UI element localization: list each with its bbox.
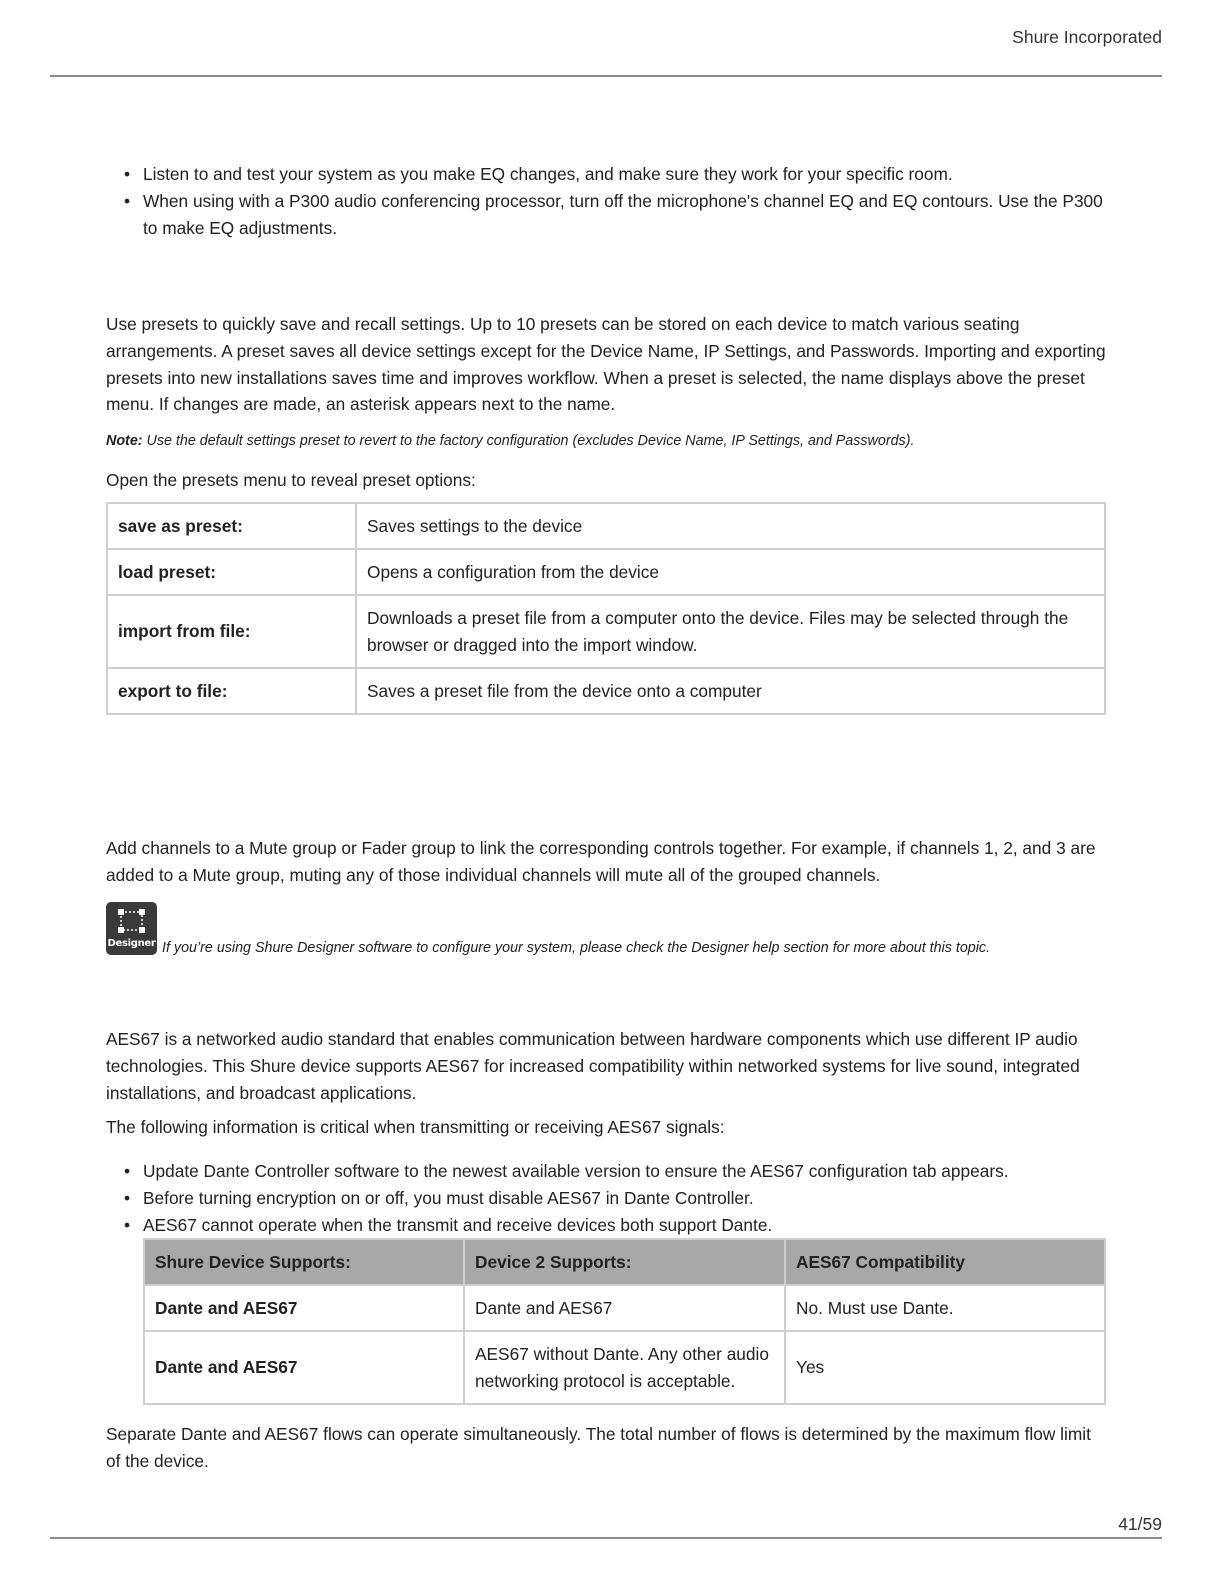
table-header-row [144,1239,1105,1285]
column-header: Shure Device Supports: [144,1239,464,1285]
table-cell: No. Must use Dante. [785,1285,1105,1331]
presets-menu-intro: Open the presets menu to reveal preset options: [106,470,476,490]
table-row [107,549,1105,595]
list-item: • Listen to and test your system as you make EQ changes, and make sure they work for your specific room. [106,161,1106,188]
column-header: Device 2 Supports: [464,1239,785,1285]
header-company: Shure Incorporated [1012,27,1162,47]
list-item: • AES67 cannot operate when the transmit and receive devices both support Dante. [106,1212,1106,1239]
aes67-flows-note: Separate Dante and AES67 flows can operate simultaneously. The total number of flows is determined by the maximum flow limit of the device. [106,1424,1091,1471]
aes67-compatibility-table [143,1238,1106,1405]
preset-options-table [106,502,1106,715]
page-number: 41/59 [1118,1514,1162,1534]
designer-note: If you’re using Shure Designer software to configure your system, please check the Designer help section for more about this topic. [162,940,991,956]
option-desc: Downloads a preset file from a computer onto the device. Files may be selected through the browser or dragged into the import window. [356,595,1105,668]
list-item: • Before turning encryption on or off, you must disable AES67 in Dante Controller. [106,1185,1106,1212]
designer-icon-label: Designer [107,938,156,949]
aes67-bullets [106,1158,1106,1238]
aes67-critical-intro: The following information is critical when transmitting or receiving AES67 signals: [106,1117,725,1137]
list-item: • Update Dante Controller software to the newest available version to ensure the AES67 configuration tab appears. [106,1158,1106,1185]
table-row [107,668,1105,714]
header-rule [50,75,1162,77]
option-name: export to file: [107,668,356,714]
table-row [107,595,1105,668]
table-cell: Dante and AES67 [464,1285,785,1331]
option-desc: Saves settings to the device [356,503,1105,549]
aes67-intro: AES67 is a networked audio standard that enables communication between hardware components which use different IP audio technologies. This Shure device supports AES67 for increased compatibility within networked systems for live sound, integrated installations, and broadcast applications. [106,1029,1080,1103]
table-cell: Dante and AES67 [144,1331,464,1404]
footer-rule [50,1537,1162,1539]
table-cell: Dante and AES67 [144,1285,464,1331]
presets-note [106,431,1106,451]
table-cell: Yes [785,1331,1105,1404]
presets-intro: Use presets to quickly save and recall settings. Up to 10 presets can be stored on each device to match various seating arrangements. A preset saves all device settings except for the Device Name, IP Settings, and Passwords. Importing and exporting presets into new installations saves time and improves workflow. When a preset is selected, the name displays above the preset menu. If changes are made, an asterisk appears next to the name. [106,314,1106,415]
table-row [107,503,1105,549]
option-desc: Saves a preset file from the device onto a computer [356,668,1105,714]
note-text: Use the default settings preset to revert to the factory configuration (excludes Device Name, IP Settings, and Passwords). [146,433,915,449]
column-header: AES67 Compatibility [785,1239,1105,1285]
option-name: save as preset: [107,503,356,549]
option-name: load preset: [107,549,356,595]
groups-intro: Add channels to a Mute group or Fader group to link the corresponding controls together. For example, if channels 1, 2, and 3 are added to a Mute group, muting any of those individual channels will mute all of the grouped channels. [106,838,1096,885]
option-desc: Opens a configuration from the device [356,549,1105,595]
designer-icon [106,902,157,955]
note-label: Note: [106,433,143,449]
designer-callout [106,902,1106,962]
table-row [144,1285,1105,1331]
eq-tips-list [106,161,1106,241]
table-row [144,1331,1105,1404]
option-name: import from file: [107,595,356,668]
table-cell: AES67 without Dante. Any other audio networking protocol is acceptable. [464,1331,785,1404]
list-item: • When using with a P300 audio conferencing processor, turn off the microphone's channel EQ and EQ contours. Use the P300 to make EQ adjustments. [106,188,1106,242]
